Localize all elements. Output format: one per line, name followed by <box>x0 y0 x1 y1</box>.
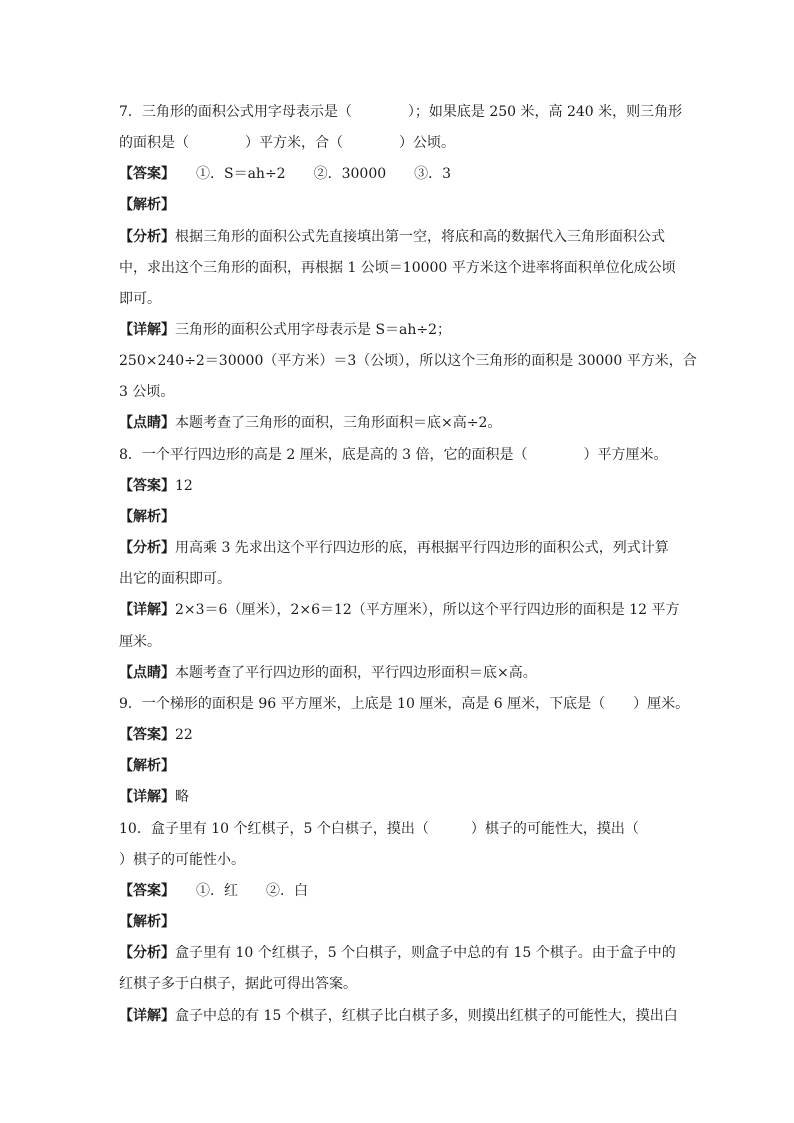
question-10-line-2: ）棋子的可能性小。 <box>119 852 245 868</box>
detail-9: 【详解】略 <box>119 789 189 805</box>
analysis-8-line-2: 出它的面积即可。 <box>119 571 231 587</box>
answer-7: 【答案】 ①．S＝ah÷2 ②．30000 ③．3 <box>119 166 452 182</box>
analysis-label-10: 【解析】 <box>119 914 175 930</box>
analysis-10-line-1: 【分析】盒子里有 10 个红棋子，5 个白棋子，则盒子中总的有 15 个棋子。由于盒子中的 <box>119 945 676 961</box>
comment-7: 【点睛】本题考查了三角形的面积，三角形面积＝底×高÷2。 <box>119 415 502 431</box>
question-7-line-2: 的面积是（ ）平方米，合（ ）公顷。 <box>119 135 455 151</box>
analysis-7-line-1: 【分析】根据三角形的面积公式先直接填出第一空，将底和高的数据代入三角形面积公式 <box>119 229 665 245</box>
detail-7-line-3: 3 公顷。 <box>119 384 175 400</box>
comment-8: 【点睛】本题考查了平行四边形的面积，平行四边形面积＝底×高。 <box>119 665 537 681</box>
analysis-label-7: 【解析】 <box>119 197 175 213</box>
analysis-7-line-2: 中，求出这个三角形的面积，再根据 1 公顷＝10000 平方米这个进率将面积单位化成公顷 <box>119 260 676 276</box>
answer-8: 【答案】12 <box>119 478 193 494</box>
question-9: 9．一个梯形的面积是 96 平方厘米，上底是 10 厘米，高是 6 厘米，下底是（ ）厘米。 <box>119 696 690 712</box>
question-10-line-1: 10．盒子里有 10 个红棋子，5 个白棋子，摸出（ ）棋子的可能性大，摸出（ <box>119 821 639 837</box>
detail-7-line-1: 【详解】三角形的面积公式用字母表示是 S＝ah÷2； <box>119 322 452 338</box>
analysis-8-line-1: 【分析】用高乘 3 先求出这个平行四边形的底，再根据平行四边形的面积公式，列式计算 <box>119 540 669 556</box>
detail-7-line-2: 250×240÷2＝30000（平方米）＝3（公顷），所以这个三角形的面积是 30000 平方米，合 <box>119 353 697 369</box>
analysis-7-line-3: 即可。 <box>119 291 161 307</box>
analysis-label-9: 【解析】 <box>119 758 175 774</box>
question-7-line-1: 7．三角形的面积公式用字母表示是（ ）；如果底是 250 米，高 240 米，则三角形 <box>119 104 683 120</box>
detail-10-line-1: 【详解】盒子中总的有 15 个棋子，红棋子比白棋子多，则摸出红棋子的可能性大，摸出白 <box>119 1008 678 1024</box>
question-8: 8．一个平行四边形的高是 2 厘米，底是高的 3 倍，它的面积是（ ）平方厘米。 <box>119 447 668 463</box>
analysis-label-8: 【解析】 <box>119 509 175 525</box>
analysis-10-line-2: 红棋子多于白棋子，据此可得出答案。 <box>119 976 357 992</box>
answer-10: 【答案】 ①．红 ②．白 <box>119 883 308 899</box>
detail-8-line-2: 厘米。 <box>119 634 161 650</box>
answer-9: 【答案】22 <box>119 727 193 743</box>
detail-8-line-1: 【详解】2×3＝6（厘米），2×6＝12（平方厘米），所以这个平行四边形的面积是 12 平方 <box>119 602 680 618</box>
